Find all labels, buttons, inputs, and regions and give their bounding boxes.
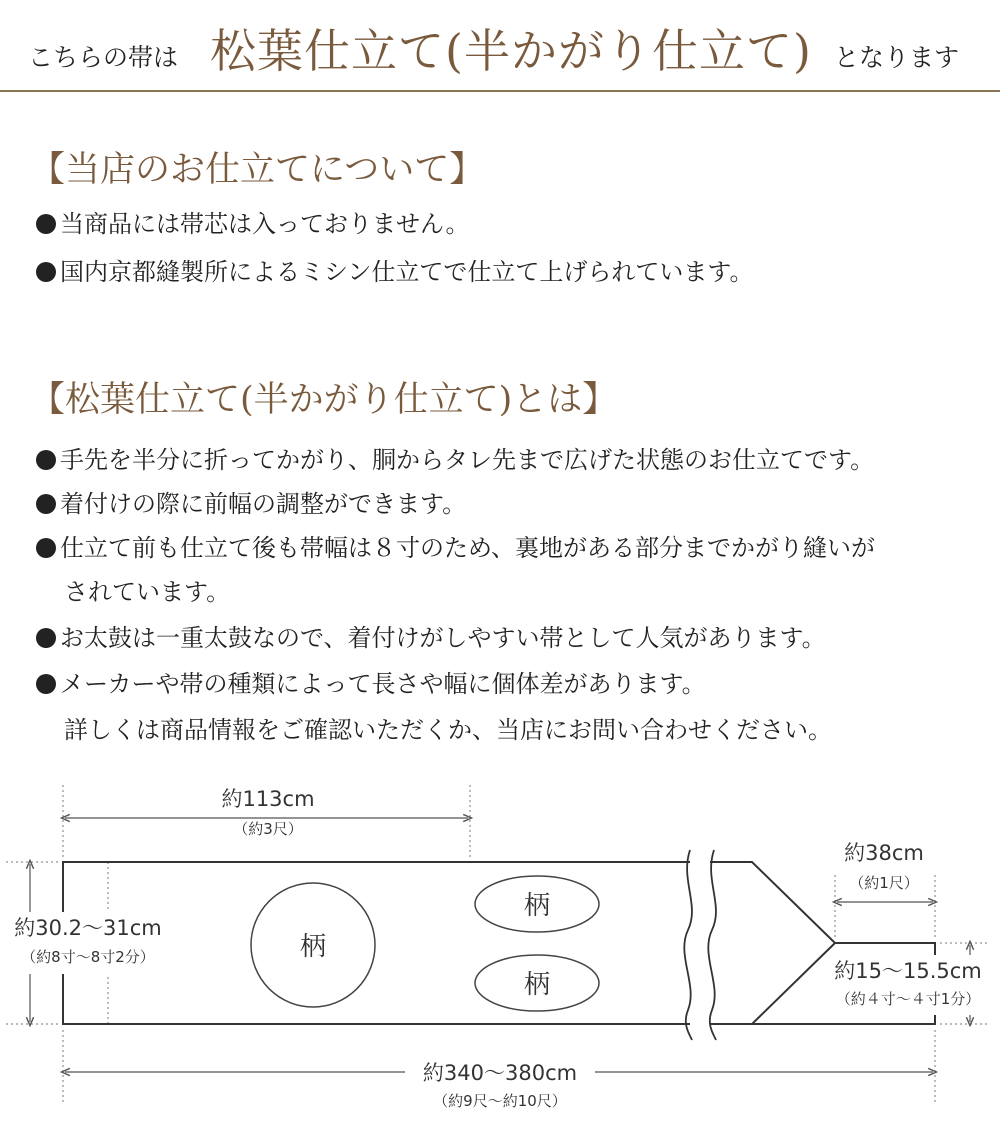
tip-length-sub: （約1尺） <box>849 874 919 892</box>
pattern-label: 柄 <box>523 970 551 1000</box>
header-divider <box>0 90 1000 92</box>
total-length-sub: （約9尺～約10尺） <box>433 1092 567 1110</box>
section1-title: 【当店のお仕立てについて】 <box>30 150 485 190</box>
list-item: 着付けの際に前幅の調整ができます。 <box>36 484 466 519</box>
list-item-continuation: されています。 <box>64 578 231 606</box>
pattern-label: 柄 <box>299 932 327 962</box>
tip-width-sub: （約４寸～４寸1分） <box>835 990 981 1008</box>
bullet-dot <box>36 494 56 514</box>
bullet-dot <box>36 628 56 648</box>
bullet-dot <box>36 214 56 234</box>
list-item-continuation: 詳しくは商品情報をご確認いただくか、当店にお問い合わせください。 <box>64 716 832 744</box>
obi-outline <box>63 850 935 1040</box>
header-prefix: こちらの帯は <box>28 43 179 72</box>
bullet-dot <box>36 450 56 470</box>
total-length-label: 約340～380cm <box>422 1061 578 1085</box>
obi-dimension-diagram <box>0 760 1000 1145</box>
bullet-dot <box>36 674 56 694</box>
header-highlight: 松葉仕立て(半かがり仕立て) <box>210 24 812 78</box>
list-item: 国内京都縫製所によるミシン仕立てで仕立て上げられています。 <box>36 252 753 287</box>
list-item: 当商品には帯芯は入っておりません。 <box>36 204 469 239</box>
bullet-dot <box>36 538 56 558</box>
bullet-dot <box>36 262 56 282</box>
tip-length-label: 約38cm <box>844 841 924 865</box>
header <box>0 0 1000 92</box>
tip-width-label: 約15～15.5cm <box>834 959 982 983</box>
width-sub: （約8寸～8寸2分） <box>21 948 155 966</box>
list-item: メーカーや帯の種類によって長さや幅に個体差があります。 <box>36 664 706 699</box>
width-label: 約30.2～31cm <box>14 916 162 940</box>
pattern-label: 柄 <box>523 891 551 921</box>
section2-title: 【松葉仕立て(半かがり仕立て)とは】 <box>30 380 618 420</box>
list-item: 仕立て前も仕立て後も帯幅は８寸のため、裏地がある部分までかがり縫いが <box>36 528 875 563</box>
top-length-sub: （約3尺） <box>233 820 303 838</box>
list-item: お太鼓は一重太鼓なので、着付けがしやすい帯として人気があります。 <box>36 618 826 653</box>
top-length-label: 約113cm <box>221 787 315 811</box>
list-item: 手先を半分に折ってかがり、胴からタレ先まで広げた状態のお仕立てです。 <box>36 440 874 475</box>
header-suffix: となります <box>834 43 960 72</box>
